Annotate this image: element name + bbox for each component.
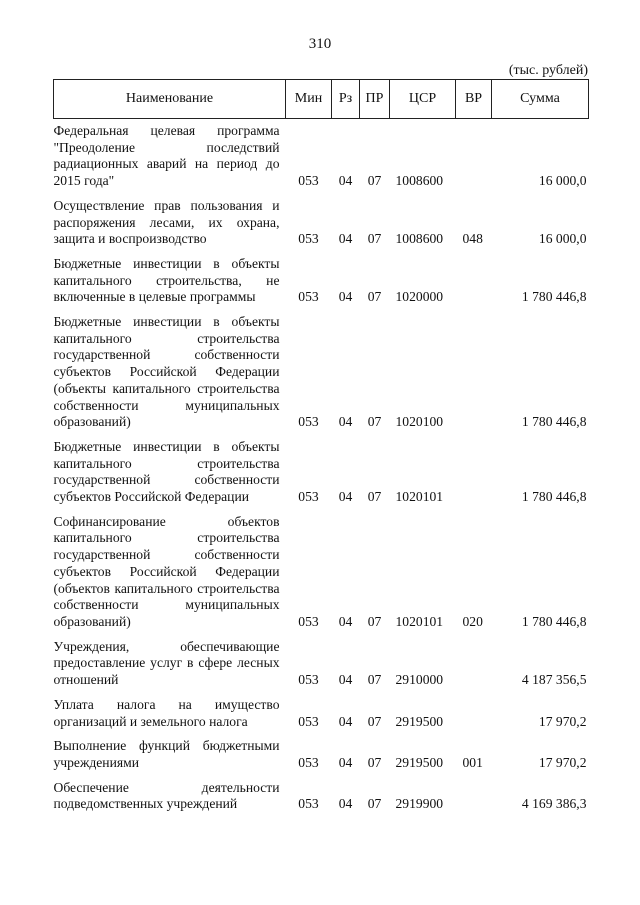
cell-sum: 1 780 446,8 — [521, 613, 587, 629]
cell-sum: 1 780 446,8 — [521, 414, 587, 430]
cell-csr: 1020100 — [395, 414, 444, 430]
cell-pr: 07 — [367, 414, 382, 430]
cell-sum: 16 000,0 — [538, 231, 587, 247]
cell-min: 053 — [298, 672, 319, 688]
cell-rz: 04 — [338, 489, 353, 505]
cell-csr: 2919500 — [395, 754, 444, 770]
table-row — [54, 256, 589, 314]
cell-csr: 1020000 — [395, 289, 444, 305]
cell-min: 053 — [298, 754, 319, 770]
cell-pr: 07 — [367, 672, 382, 688]
header-vr: ВР — [456, 80, 492, 119]
cell-vr — [456, 314, 492, 439]
cell-name: Уплата налога на имущество организаций и земельного налога — [53, 696, 280, 729]
cell-sum: 1 780 446,8 — [521, 289, 587, 305]
cell-vr: 020 — [462, 613, 483, 629]
cell-min: 053 — [298, 489, 319, 505]
cell-rz: 04 — [338, 231, 353, 247]
page-number: 310 — [308, 36, 332, 52]
cell-sum: 17 970,2 — [538, 713, 587, 729]
cell-csr: 1020101 — [395, 613, 444, 629]
cell-sum: 4 169 386,3 — [521, 796, 587, 812]
table-row — [54, 639, 589, 697]
header-pr: ПР — [360, 80, 390, 119]
cell-name: Бюджетные инвестиции в объекты капитального строительства, не включенные в целевые программы — [53, 255, 280, 305]
cell-rz: 04 — [338, 796, 353, 812]
cell-min: 053 — [298, 713, 319, 729]
cell-csr: 1008600 — [395, 173, 444, 189]
cell-vr — [456, 119, 492, 198]
units-label: (тыс. рублей) — [508, 63, 588, 78]
cell-name: Выполнение функций бюджетными учреждениями — [53, 738, 280, 770]
cell-name: Бюджетные инвестиции в объекты капитального строительства государственной собственности субъектов Российской Федерации — [53, 438, 280, 505]
cell-csr: 2919900 — [395, 796, 444, 812]
cell-rz: 04 — [338, 173, 353, 189]
header-csr: ЦСР — [390, 80, 456, 119]
table-row — [54, 697, 589, 738]
cell-name: Учреждения, обеспечивающие предоставление услуг в сфере лесных отношений — [53, 638, 280, 688]
cell-csr: 2910000 — [395, 672, 444, 688]
header-min: Мин — [286, 80, 332, 119]
cell-pr: 07 — [367, 613, 382, 629]
cell-pr: 07 — [367, 754, 382, 770]
cell-min: 053 — [298, 231, 319, 247]
cell-rz: 04 — [338, 613, 353, 629]
cell-vr: 048 — [462, 231, 483, 247]
cell-vr — [456, 780, 492, 821]
cell-pr: 07 — [367, 289, 382, 305]
cell-rz: 04 — [338, 754, 353, 770]
cell-name: Обеспечение деятельности подведомственных учреждений — [53, 779, 280, 812]
cell-min: 053 — [298, 289, 319, 305]
cell-csr: 1008600 — [395, 231, 444, 247]
cell-pr: 07 — [367, 796, 382, 812]
cell-vr: 001 — [462, 754, 483, 770]
cell-name: Осуществление прав пользования и распоряжения лесами, их охрана, защита и воспроизводство — [53, 197, 280, 247]
cell-rz: 04 — [338, 414, 353, 430]
cell-vr — [456, 439, 492, 514]
table-row — [54, 198, 589, 256]
header-rz: Рз — [332, 80, 360, 119]
cell-csr: 2919500 — [395, 713, 444, 729]
cell-rz: 04 — [338, 713, 353, 729]
cell-min: 053 — [298, 414, 319, 430]
cell-name: Федеральная целевая программа "Преодоление последствий радиационных аварий на период до 2015 года" — [53, 123, 280, 189]
cell-pr: 07 — [367, 489, 382, 505]
cell-vr — [456, 639, 492, 697]
cell-min: 053 — [298, 173, 319, 189]
table-row — [54, 514, 589, 639]
table-row — [54, 439, 589, 514]
cell-sum: 4 187 356,5 — [521, 672, 587, 688]
header-name: Наименование — [54, 80, 286, 119]
table-row — [54, 119, 589, 198]
cell-sum: 16 000,0 — [538, 173, 587, 189]
cell-pr: 07 — [367, 231, 382, 247]
table-row — [54, 780, 589, 821]
cell-csr: 1020101 — [395, 489, 444, 505]
cell-pr: 07 — [367, 173, 382, 189]
cell-min: 053 — [298, 613, 319, 629]
cell-min: 053 — [298, 796, 319, 812]
cell-rz: 04 — [338, 289, 353, 305]
cell-sum: 17 970,2 — [538, 754, 587, 770]
cell-name: Бюджетные инвестиции в объекты капитального строительства государственной собственности субъектов Российской Федерации (объекты капитального строительства собственности муниципальных образований) — [53, 314, 280, 430]
header-sum: Сумма — [492, 80, 589, 119]
table-header-row — [54, 80, 589, 119]
table-row — [54, 314, 589, 439]
budget-table — [53, 79, 589, 821]
table-row — [54, 738, 589, 779]
cell-rz: 04 — [338, 672, 353, 688]
cell-vr — [456, 697, 492, 738]
cell-sum: 1 780 446,8 — [521, 489, 587, 505]
cell-pr: 07 — [367, 713, 382, 729]
cell-vr — [456, 256, 492, 314]
cell-name: Софинансирование объектов капитального строительства государственной собственности субъектов Российской Федерации (объектов капитального строительства собственности муниципальных образований) — [53, 513, 280, 629]
